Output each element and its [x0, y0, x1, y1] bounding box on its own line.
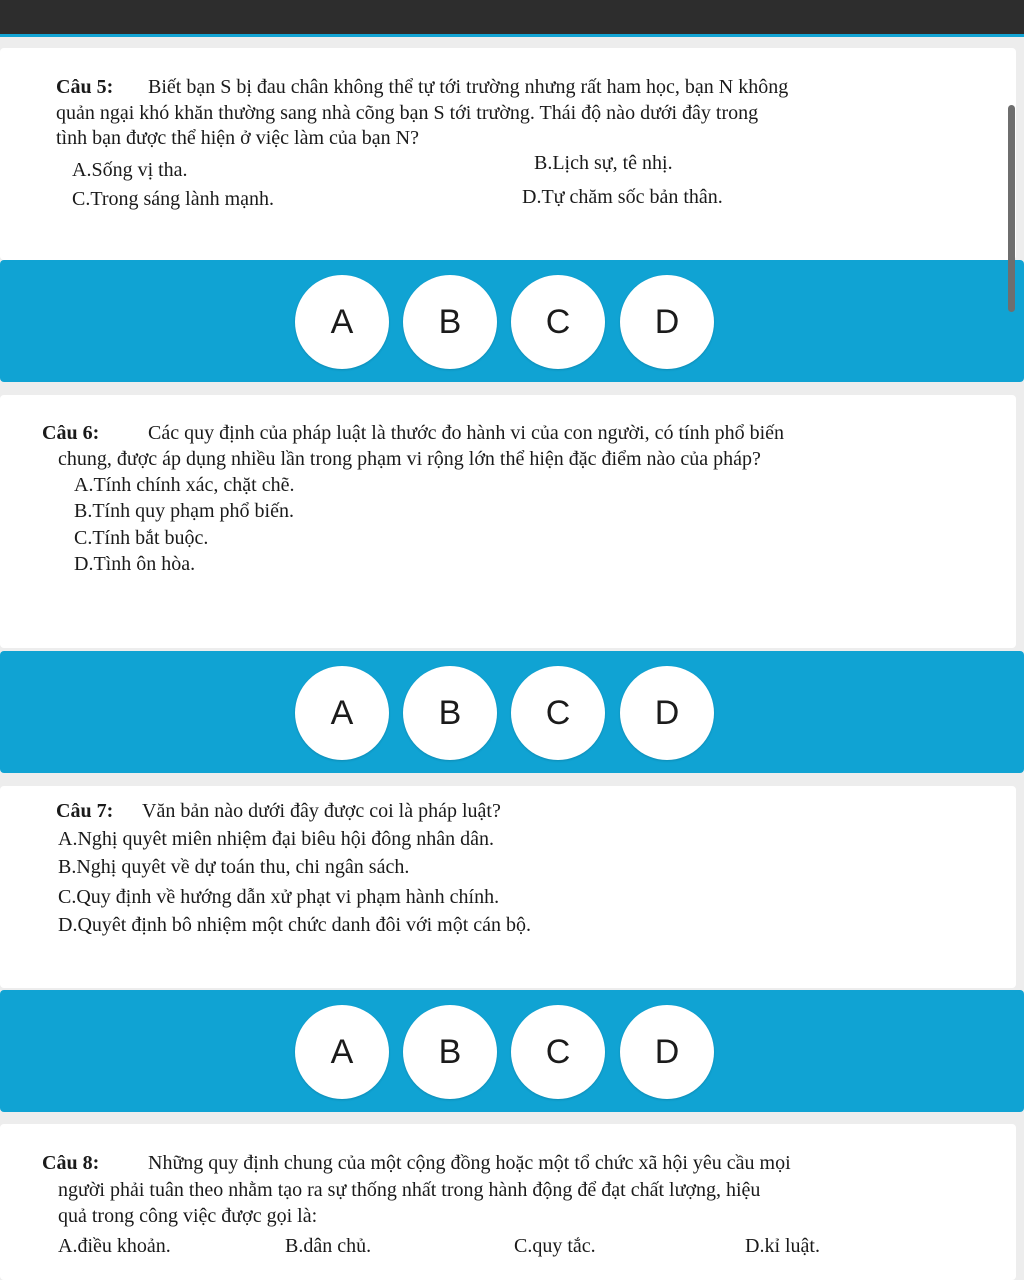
- question-label: Câu 6:: [42, 422, 100, 444]
- option-a-text: A.Sống vị tha.: [72, 159, 188, 181]
- option-d-text: D.Tự chăm sốc bản thân.: [522, 186, 723, 208]
- option-c-text: C.quy tắc.: [514, 1235, 596, 1257]
- option-b-text: B.Tính quy phạm phổ biến.: [74, 500, 294, 522]
- option-a-text: A.điều khoản.: [58, 1235, 171, 1257]
- scrollbar-thumb[interactable]: [1008, 105, 1015, 312]
- answer-a-button[interactable]: A: [295, 666, 389, 760]
- answer-d-button[interactable]: D: [620, 275, 714, 369]
- answer-a-button[interactable]: A: [295, 1005, 389, 1099]
- question-text-line: Những quy định chung của một cộng đồng hoặc một tổ chức xã hội yêu cầu mọi: [148, 1152, 791, 1174]
- answer-c-button[interactable]: C: [511, 275, 605, 369]
- answer-band-5: [0, 260, 1024, 382]
- question-text-line: Các quy định của pháp luật là thước đo hành vi của con người, có tính phổ biến: [148, 422, 785, 444]
- question-text-line: quả trong công việc được gọi là:: [58, 1205, 318, 1227]
- answer-d-button[interactable]: D: [620, 1005, 714, 1099]
- option-d-text: D.Tình ôn hòa.: [74, 553, 196, 575]
- answer-c-button[interactable]: C: [511, 666, 605, 760]
- top-accent-line: [0, 34, 1024, 37]
- top-bar: [0, 0, 1024, 34]
- question-text-line: quản ngại khó khăn thường sang nhà cõng bạn S tới trường. Thái độ nào dưới đây trong: [56, 102, 759, 124]
- option-b-text: B.dân chủ.: [285, 1235, 372, 1257]
- question-label: Câu 5:: [56, 76, 114, 98]
- question-card-5: [0, 48, 1016, 260]
- answer-b-button[interactable]: B: [403, 275, 497, 369]
- question-text-line: Biết bạn S bị đau chân không thể tự tới trường nhưng rất ham học, bạn N không: [148, 76, 789, 98]
- question-text-line: chung, được áp dụng nhiều lần trong phạm vi rộng lớn thể hiện đặc điểm nào của pháp?: [58, 448, 761, 470]
- question-card-8: [0, 1124, 1016, 1280]
- question-label: Câu 8:: [42, 1152, 100, 1174]
- question-card-7: [0, 786, 1016, 988]
- option-d-text: D.kỉ luật.: [745, 1235, 820, 1257]
- answer-c-button[interactable]: C: [511, 1005, 605, 1099]
- question-card-6: [0, 395, 1016, 648]
- question-label: Câu 7:: [56, 800, 114, 822]
- question-text-line: tình bạn được thể hiện ở việc làm của bạn N?: [56, 127, 419, 149]
- question-text-line: Văn bản nào dưới đây được coi là pháp luật?: [142, 800, 501, 822]
- question-text-line: người phải tuân theo nhằm tạo ra sự thống nhất trong hành động để đạt chất lượng, hiệu: [58, 1179, 761, 1201]
- option-d-text: D.Quyêt định bô nhiệm một chức danh đôi với một cán bộ.: [58, 914, 532, 936]
- option-c-text: C.Quy định về hướng dẫn xử phạt vi phạm hành chính.: [58, 886, 500, 908]
- answer-band-6: [0, 651, 1024, 773]
- option-a-text: A.Nghị quyêt miên nhiệm đại biêu hội đông nhân dân.: [58, 828, 495, 850]
- answer-d-button[interactable]: D: [620, 666, 714, 760]
- option-c-text: C.Tính bắt buộc.: [74, 527, 209, 549]
- answer-a-button[interactable]: A: [295, 275, 389, 369]
- option-a-text: A.Tính chính xác, chặt chẽ.: [74, 474, 295, 496]
- option-b-text: B.Lịch sự, tê nhị.: [534, 152, 673, 174]
- answer-band-7: [0, 990, 1024, 1112]
- option-b-text: B.Nghị quyêt về dự toán thu, chi ngân sách.: [58, 856, 410, 878]
- answer-b-button[interactable]: B: [403, 1005, 497, 1099]
- option-c-text: C.Trong sáng lành mạnh.: [72, 188, 275, 210]
- answer-b-button[interactable]: B: [403, 666, 497, 760]
